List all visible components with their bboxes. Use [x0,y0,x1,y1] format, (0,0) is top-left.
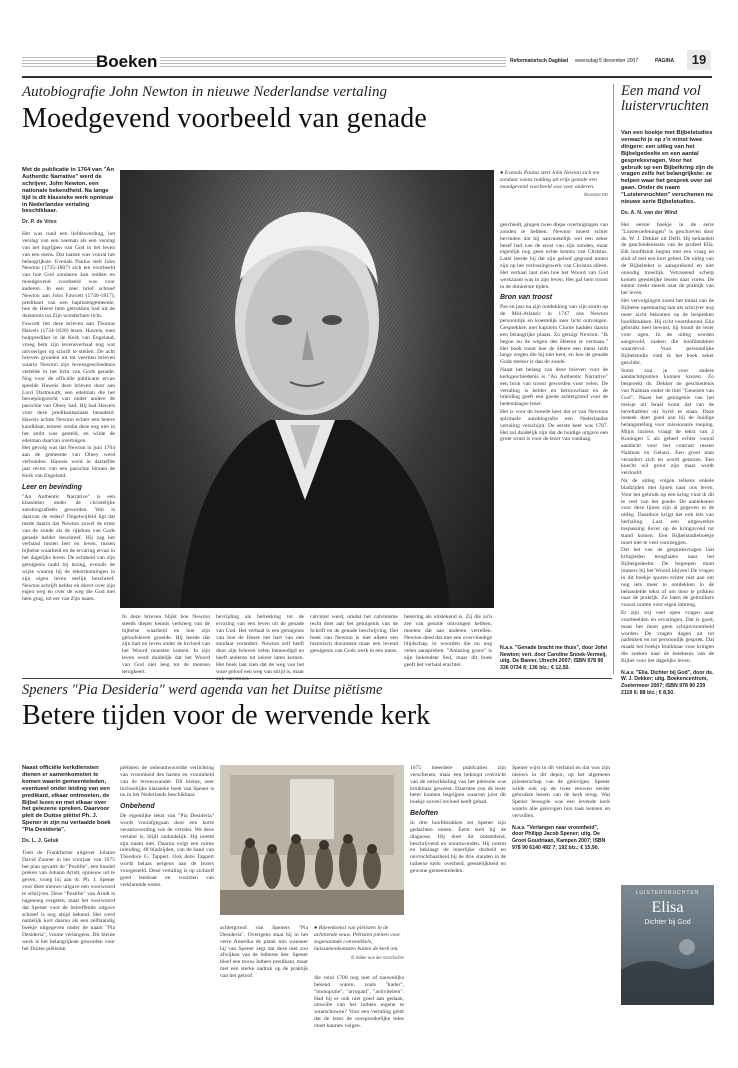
article2-photo-caption [314,925,404,953]
sidebar-p1: Het eerste boekje in de serie "Luisteroefeningen" is geschreven door ds. W. J. Dekker uit Delft. Hij behandelt de geschiedenissen van de profeet Elia. Elk hoofdstuk begint met een vraag en sluit af met een kort gebed. De uitleg van de Bijbeltekst is aansprekend en niet onnodig moeilijk. Verrassend scherp komen geestelijke lessen naar voren. De auteur zoekt steeds naar de praktijk van het leven. [621,221,714,297]
article1-col1 [22,167,115,672]
article2-lead: Naast officiële kerkdiensten dienen er samenkomsten te komen waarin gemeenteleden, eventueel onder leiding van een predikant, elkaar ontmoeten, de Bijbel lezen en met elkaar over het gelezene spreken. Daarvoor pleit de Duitse piëtist Ph. J. Spener in zijn nu vertaalde boek "Pia Desideria". [22,765,111,834]
sidebar-p4: Na de uitleg volgen telkens enkele bladzijden met lijnen naar ons leven. Voor het gebruik op een kring vind ik dit te veel van het goede. De aantekenen voor deze lijnen zijn al gegeven in de uitleg. Daardoor krijgt het ook iets van herhaling. Laat een uitgewerkte toepassing liever op de kringavond tot stand komen. Een Bijbelstudieboekje moet niet te veel voorzeggen. [621,478,714,546]
article2-subheading-2: Beloften [410,810,438,818]
article1-photo-caption-box [500,170,608,197]
caption-bullet-2: ● [314,925,319,931]
sidebar-p3: Soms zou je voor andere aandachtspunten kunnen kiezen. Zo bespreekt ds. Dekker de geschiedenis van Naäman onder de titel "Genezen van God". Naast het getuigenis van het meisje uit Israël komt dat van de bevelhebber uit Syrië te staan. Deze insteek doet goed aan bij de huidige belangstelling voor missionaire roeping. Mijns inziens vraagt de tekst van 2 Koningen 5 als geheel echter vooral aandacht voor het contrast tussen Naäman en Gehazi. Een groot man verandert zich en wordt genezen. Een knecht wil groot zijn maar wordt verdoofd. [621,367,714,477]
article2-col4-text: die rond 1700 nog niet of nauwelijks bekend waren, zoals "kader", "monopolie", "arrogant", "activiteiten". Had hij er ook niet goed aan gedaan, omwille van het luthers eigene te waarschuwen? Voor een vertaling geldt dat de lezer de oorspronkelijke tekst moet kunnen volgen. [314,975,404,1029]
article1-headline: Moedgevend voorbeeld van genade [22,103,428,134]
article1-col2 [122,614,210,674]
article1-col1-p4: "An Authentic Narrative" is een klassieker onder de christelijke autobiografieën geworden. Wat is daarvan de reden? Ongetwijfeld ligt dat mede daarin dat Newton zowel de ernst van de zonde als de rijkdom van Gods genade helder beschreef. Hij zag het verband tussen leer en leven, tussen bijbelse waarheid en de ervaring ervan in het dagelijks leven. De echtheid van zijn getuigenis raakt bij lezing, evenals de wijze waarop hij de tekortkomingen in zijn eigen leven eerlijk beschreef. Newton schrijft helder en direct over zijn eigen weg en over de weg die God met hem ging, tot eer van Zijn naam. [22,493,115,603]
article1-photo-caption-text: Evenals Paulus stelt John Newton zich ten zondaar wiens redding uit vrije genade een moedgevend voorbeeld was voor anderen. [500,170,600,190]
article2-photo-credit: Ill. Bilder aus der Geschichte [350,954,404,960]
article2-photo-caption-text: Bijeenkomst van piëtisten in de achttiende eeuw. Piëtisten pleiten voor zogenaamde conventikels, huissamenkomsten buiten de kerk om. [314,925,401,952]
sidebar-p6: Er zijn vrij veel open vragen naar voorbeelden en ervaringen. Dat is goed, maar het moet geen schijnvroomheid worden. De vragen dagen uit tot nadenken en tot persoonlijk gesprek. Dat maakt het boekje bruikbaar voor kringen die zoeken naar de betekenis van de Bijbel voor het dagelijks leven. [621,610,714,664]
article1-col2-text: In deze brieven blijkt hoe Newton steeds dieper kennis verkreeg van de bijbelse waarheid en hoe zijn geloofsleven groeide. Hij leerde dat zijn hart en leven onder de invloed van het Woord moesten komen. In zijn leven werd duidelijk dat het Woord van God niet leeg tot de mensen terugkeert. [122,614,210,675]
book-cover-elisa [621,885,714,1005]
article2-col2-p1: piëtisten de onbeantwoordde verlichting van vroomheid des harten en vroomheid van de levenswandel. Dit kleine, zeer invloedrijke klassieke boek van Spener is nu in het Nederlands beschikbaar. [120,765,214,799]
article2-col3 [220,925,308,1065]
article1-col5-p2: Pas en jaar na zijn ontdekking van zijn storm op de Mid-Atlantic in 1747 ons Newton persoonlijk en koestelijk zeer licht ontvangen. Gesprekken met kapitein Clunie hadden daarin een belangrijke plaats. Zo getuigt Newton: "Ik begon nu de wegen des Heeren te verstaan." Het boek toont hoe de Heere een mens leidt langs wegen die hij niet kent, en hoe de genade Gods sterker is dan de zonde. [500,304,608,366]
article1-col5 [500,222,608,674]
article1-kicker: Autobiografie John Newton in nieuwe Nederlandse vertaling [22,84,387,100]
article1-col5-p4: Het is voor de tweede keer dat er van Newtons spirituele autobiografie een Nederlandse vertaling verschijnt. De eerste keer was 1787. Het zal duidelijk zijn dat de huidige uitgave een grote winst is voor de lezer van vandaag. [500,409,608,443]
masthead-band [160,55,506,67]
cover-title: Elisa [651,899,684,916]
article2-info: N.a.v. "Verlangen naar vroomheid", door Philipp Jacob Spener; uitg. De Groot Goudriaan, Kampen 2007; ISBN 978 90 6140 492 7; 192 blz.; € 15,90. [512,824,606,851]
pietist-engraving [220,765,404,915]
article1-col1-p3: Het gevolg was dat Newton in juni 1764 aan de gemeente van Olney werd verbonden. Haweis werd in datzelfde jaar rector van een parochie binnen de Kerk van Engeland. [22,445,115,479]
article2-headline: Betere tijden voor de wervende kerk [22,700,431,731]
article1-col6-text: bekering als uitstekend is. Zij die zo'n zee van genade ontvangen hebben, moeten dat aan anderen vertellen. Newton deed dat met een overvloedige blijdschap, in woorden die nu nog velen aanspreken. "Amazing grace" is zijn bekendste lied, maar dit boek geeft het verhaal erachter. [404,614,492,668]
portrait-engraving [120,170,494,608]
article2-col4 [314,975,404,1065]
article2-col5-p1: 1675 meerdere publicaties zijn verschenen, maar een beknopt overzicht van de ontwikkeling van het piëtisme was bruikbaar geweest. Daarmee zou de lezer beter kunnen begrijpen waarom juist dit boekje zoveel invloed heeft gehad. [410,765,506,806]
sidebar-lead: Van een boekje met Bijbelstudies verwacht je op z'n minst twee dingere: een uitleg van het Bijbelgedeelte en een aantal gespreksvragen. Voor het gebruik op een Bijbelkring zijn de vragen zelfs het belangrijkste: ze helpen waar het gesprek over zal gaan. Onder de naam "Luistervruchten" verschenen nu nieuwe serie Bijbelstudies. [621,130,714,206]
sidebar-p2: Het vervolgingen zoent het totaal van de Bijbelse openbaring laat als schrijver nog meer zicht bekomen op de bespreken hoofdstukken. Hij richt voortdurend. Elia gebruikt heel bewust, hij houdt de lezer voor ogen. In de uitleg worden aangevuld, maken die hoofdstukken waardevol. Voor persoonlijke Bijbelstudie vind ik het boek zeker geschikt. [621,298,714,366]
article2-col2 [120,765,214,1065]
pietist-engraving-svg [220,765,404,915]
article2-col6-text: Spener wijst in dit verband en dat was zijn nieuws in dit depot, op het algemeen priesterschap van de gelovigen. Spener wilde ook op de twee eeuwen eerder gebruikte lessen van de kerk terug. Wat Spener beoogde was een levende kerk waarin alle gelovigen hun taak kennen en vervullen. [512,765,610,819]
sidebar-divider [613,84,614,674]
cover-series: LUISTERVRUCHTEN [635,890,700,896]
article1-info-box [500,640,608,672]
article2-col5-p2: In drie hoofdstukken zet Spener zijn gedachten uiteen. Eerst stelt hij de diagnose. Hij doet dit ontstellend, beschrijvend en onomwonden. Hij noemt en beklaagt de innerlijke dorheid en onvruchtbaarheid bij de drie standen in de lutherse kerk: overheid, geestelijkheid en gewone gemeenteleden. [410,820,506,874]
article2-photo-caption-box [314,925,404,960]
article2-byline: Ds. L. J. Geluk [22,838,59,845]
article1-subheading-1: Leer en bevinding [22,483,82,491]
article1-col5-p3: Naast het belang van deze brieven voor de kerkgeschiedenis is "An Authentic Narrative" een bron van troost geworden voor velen. De vertaling is helder en betrouwbaar en de inleiding geeft een goede achtergrond voor de hedendaagse lezer. [500,367,608,408]
article2-col2-p2: De eigenlijke tekst van "Pia Desideria" wordt voorafgegaan door een korte verantwoording van de vertaler. We deze vertaler is, blijft onduidelijk. Hij noemt zijn naam niet. Daarna volgt een ruime inleiding, 48 bladzijden, van de hand van Theodore G. Tappert. Ook deze Tappert wordt helaas nergens aan de lezers voorgesteld. Deze vertaling is op zichzelf goed leesbaar en voorzien van verklarende noten. [120,813,214,888]
cover-subtitle: Dichter bij God [644,919,691,926]
article1-lead: Met de publicatie in 1764 van "An Authentic Narrative" werd de schrijver, John Newton, een nationale bekendheid. Na lange tijd is dit klassieke werk opnieuw in Nederlandse vertaling beschikbaar. [22,167,114,215]
article2-col1 [22,765,115,1065]
article1-subheading-2: Bron van troost [500,294,553,302]
sidebar-byline: Ds. A. N. van der Wind [621,209,678,216]
article1-photo-credit: Illustratie RD [584,191,608,197]
masthead-rule [22,76,712,78]
article1-col3-text: bevrijding als betrekking tot de ervaring van een leven uit de genade van God. Het verhaal is een getuigenis van hoe de Heere het hart van een zondaar verandert. Newton zelf heeft door zijn brieven velen bemoedigd en heeft anderen tot inkeer laten komen. Het boek laat zien dat de weg van het ware geloof een weg van strijd is, maar [216,614,304,675]
article2-subheading-1: Onbehend [120,803,155,811]
article2-kicker: Speners "Pia Desideria" werd agenda van het Duitse piëtisme [22,682,383,698]
newton-portrait [120,170,494,608]
article1-col4-text: calvinist werd, omdat het calvinisme recht doet aan het getuigenis van de Schrift en de genade beschrijving. Het boek van Newton is niet alleen een historisch document maar een levend getuigenis van Gods werk in een mens. [310,614,398,655]
article1-col3 [216,614,304,674]
article1-photo-caption [500,170,608,191]
article1-col5-p1: geschiedt, gingen twee diepe overtuigingen van zonden te hebben. Newton moest echter bevinden dat hij aanvankelijk wel een zeker besef had van de ernst van zijn zonden, maar eigenlijk nog geen echte kennis van Christus. Later leerde hij dat zijn geloof gegrond moest zijn op het verlossingswerk van Christus alleen. Het verhaal laat zien hoe het Woord van God werkzaam was in zijn leven. Het gaf hem troost in de donkerste tijden. [500,222,608,290]
sidebar-title: Een mand vol luistervruchten [621,83,709,114]
article1-col6 [404,614,492,674]
article2-top-rule [22,678,612,679]
sidebar-body [621,130,714,820]
section-label: Boeken [96,52,158,71]
page-number: 19 [687,50,711,70]
article1-col4 [310,614,398,674]
article2-col6 [512,765,610,1065]
article2-col5 [410,765,506,1065]
article1-info: N.a.v. "Genade bracht me thuis", door John Newton; vert. door Caroline Snoek-Vermeij, uitg. De Banier, Utrecht 2007; ISBN 978 90 336 0734 8; 136 blz.; € 12,50. [500,645,608,671]
masthead-left-band [22,55,97,67]
sidebar-info: N.a.v. "Elia. Dichter bij God", door ds. W. J. Dekker; uitg. Boekencentrum, Zoetermeer 2007; ISBN 978 90 239 2119 6; 88 blz.; € 8,50. [621,669,714,696]
cover-landscape [621,885,714,1005]
article2-col1-text: Toen de Frankfurtse uitgever Johann David Zunner in het voorjaar van 1675 het plan opvatte de "Postille", een bundel preken van Johann Arndt, opnieuw uit te geven, vroeg hij aan dr. Ph. J. Spener voor deze nieuwe uitgave een voorwoord te schrijven. Deze "Postille" van Arndt is nagenoeg vergeten, maar het voorwoord dat Spener voor de betreffende uitgave schreef is nog altijd bekend. Het werd namelijk kort daarna als een zelfstandig boekje uitgegeven onder de naam "Pia Desideria", vrome verlangens. Dit kleine werk is het belangrijkste geworden voor het Duitse piëtisme. [22,849,115,952]
masthead-date: woensdag 5 december 2007 [575,58,639,64]
article2-col3-text: achtergrond van Speners "Pia Desideria". Overigens staat hij in het verre Amerika de plank mis wanneer hij van Spener zegt dat deze niet zou afwijken van de lutherse leer. Spener bleef een trouw luthers predikant, maar met een sterke nadruk op de praktijk van het geloof. [220,925,308,979]
sidebar-p5: Dat het van de gespreksvragen laat kringleden terughalen naar het Bijbelgedeelte. De begrepen moet immers bij het Woord blijven! De vragen in dit boekje sporen echter niet aan om nog iets meer te ontdekken in de behandelde tekst of om door te prikken naar de praktijk. Zo laten de gebruikers vooral ruimte voor eigen inbreng. [621,547,714,609]
newspaper-name: Reformatorisch Dagblad [510,58,569,64]
article1-col1-p2: Fawcett liet deze brieven aan Thomas Haweis (1734-1820) lezen. Haweis, toen hulpprediker in de Kerk van Engeland, vroeg hem zijn levensverhaal nog wat uitvoeriger op schrift te stellen. De acht brieven gronden uit tot veertien brieven waarin Newton zijn levensgeschiedenis vertelde in het licht van Gods genade. Nog voor de officiële publicatie ervan speelde Haweis deze brieven door aan Lord Dartmouth, een edelman die het beroepingsrecht van onder andere de parochie van Olney had. Hij had Haweis voor deze predikantsplaats benaderd. Haweis achtte Newton echter een betere kandidaat, temeer omdat deze nog niet in het ambt was gesteld, en wilde de edelman daarvan overtuigen. [22,321,115,444]
article1-byline: Dr. P. de Vries [22,219,57,226]
page-word: PAGINA [655,58,675,64]
article1-col1-p1: Het was rond een liefdesverdrag, het verslag van een zeeman als een verslag van het ingrijpen van God in het leven van een mens. Dat laatste was vooral het belangrijkste. Evenals Paulus stelt John Newton (1725-1807) zich ten voorbeeld van hoe God zondaren kan redden en moedgevend voorbeeld was voor anderen. In een zeer brief schreef Newton aan John Fawcett (1740-1817), predikant van een baptistengemeente, hoe de Heere hem getrokken had uit de duisternis tot Zijn wonderbare licht. [22,231,115,320]
caption-bullet: ● [500,170,505,176]
